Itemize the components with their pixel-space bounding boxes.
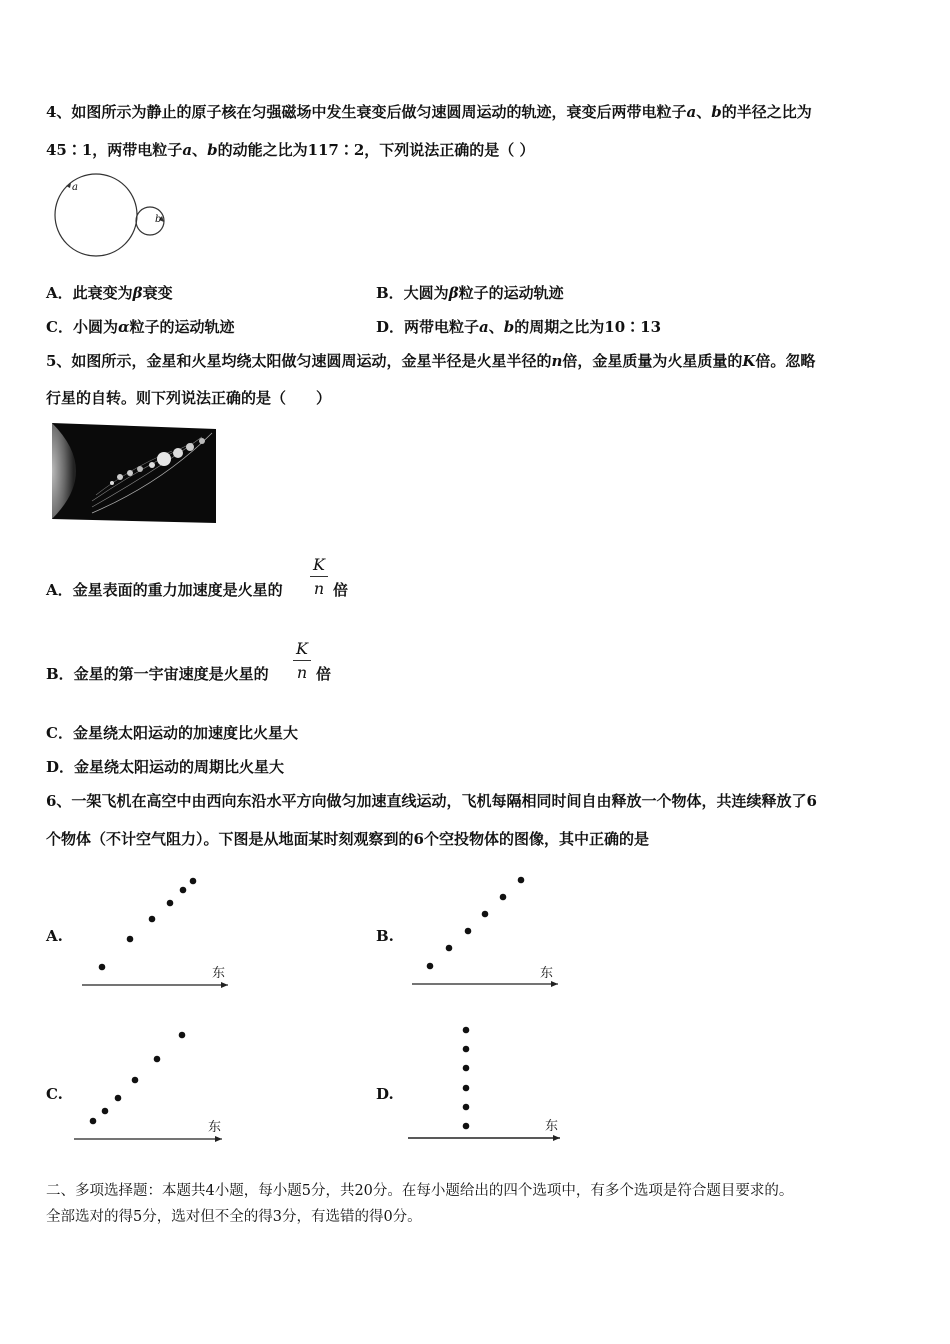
object-dot — [463, 1046, 470, 1053]
sep: 、 — [192, 141, 208, 159]
q4-option-b[interactable] — [376, 283, 564, 303]
q6-line-1: 6、一架飞机在高空中由西向东沿水平方向做匀加速直线运动，飞机每隔相同时间自由释放一个物体，共连续释放了6 — [46, 792, 817, 810]
arrow-east-icon — [215, 1136, 222, 1142]
option-text: 的周期之比为10∶13 — [514, 318, 662, 336]
fig-label-b: b — [155, 214, 162, 225]
q4-option-a[interactable] — [46, 283, 173, 303]
object-dot — [463, 1104, 470, 1111]
object-dot — [190, 878, 197, 885]
object-dot — [132, 1077, 139, 1084]
object-dot — [179, 1032, 186, 1039]
q5-text: 倍，金星质量为火星质量的 — [562, 352, 743, 370]
planet — [110, 481, 114, 485]
symbol: α — [117, 318, 130, 336]
var-b: b — [503, 318, 515, 336]
sep: 、 — [696, 103, 712, 121]
object-dot — [127, 936, 134, 943]
var-b: b — [711, 103, 722, 121]
planet — [149, 462, 155, 468]
arrow-east-icon — [551, 981, 558, 987]
fraction-k-over-n — [310, 555, 328, 598]
option-text: A．金星表面的重力加速度是火星的 — [46, 581, 283, 599]
q5-option-b[interactable] — [46, 664, 269, 684]
var-a: a — [479, 318, 489, 336]
q4-text: 的动能之比为117∶2，下列说法正确的是（ ） — [217, 141, 535, 159]
object-dot — [463, 1085, 470, 1092]
planet — [117, 474, 123, 480]
east-label: 东 — [545, 1119, 559, 1134]
planet — [186, 443, 194, 451]
numerator: K — [313, 555, 325, 574]
object-dot — [90, 1118, 97, 1125]
option-text: 衰变 — [142, 284, 173, 302]
q5-option-a[interactable] — [46, 580, 283, 600]
q6-option-c-label[interactable]: C. — [46, 1085, 63, 1103]
q4-text: 45∶1，两带电粒子 — [46, 141, 183, 159]
section-2-heading: 二、多项选择题：本题共4小题，每小题5分，共20分。在每小题给出的四个选项中，有多个选项是符合题目要求的。 — [46, 1183, 794, 1199]
object-dot — [482, 911, 489, 918]
q5-option-c[interactable]: C．金星绕太阳运动的加速度比火星大 — [46, 724, 298, 742]
q6-option-a-label[interactable]: A. — [46, 927, 63, 945]
q6-option-d-label[interactable]: D. — [376, 1085, 394, 1103]
object-dot — [149, 916, 156, 923]
object-dot — [463, 1027, 470, 1034]
planet — [137, 466, 143, 472]
q4-option-d[interactable] — [376, 317, 661, 337]
q5-option-d[interactable]: D．金星绕太阳运动的周期比火星大 — [46, 758, 285, 776]
q6-option-b-label[interactable]: B. — [376, 927, 394, 945]
option-text: B．金星的第一宇宙速度是火星的 — [46, 665, 269, 683]
object-dot — [115, 1095, 122, 1102]
q5-text: 倍。忽略 — [755, 352, 816, 370]
object-dot — [99, 964, 106, 971]
object-dot — [465, 928, 472, 935]
planet — [127, 470, 133, 476]
q5-option-a-suffix: 倍 — [333, 581, 349, 599]
q5-text: 5、如图所示，金星和火星均绕太阳做匀速圆周运动，金星半径是火星半径的 — [46, 352, 552, 370]
q4-option-c[interactable] — [46, 317, 235, 337]
symbol: β — [448, 284, 459, 302]
q4-text: 的半径之比为 — [721, 103, 812, 121]
fraction-k-over-n — [293, 639, 311, 682]
symbol: β — [132, 284, 143, 302]
solar-system-image — [52, 423, 216, 523]
east-label: 东 — [208, 1120, 222, 1135]
q5-line-1 — [46, 351, 815, 371]
option-text: B．大圆为 — [376, 284, 449, 302]
object-dot — [167, 900, 174, 907]
arrow-east-icon — [553, 1135, 560, 1141]
var-b: b — [207, 141, 218, 159]
var-k: K — [742, 352, 756, 370]
q6-line-2: 个物体（不计空气阻力）。下图是从地面某时刻观察到的6个空投物体的图像，其中正确的是 — [46, 830, 649, 848]
var-a: a — [182, 141, 193, 159]
object-dot — [500, 894, 507, 901]
var-n: n — [551, 352, 563, 370]
arrow-east-icon — [221, 982, 228, 988]
q4-line-1 — [46, 102, 812, 122]
object-dot — [518, 877, 525, 884]
option-text: 粒子的运动轨迹 — [458, 284, 564, 302]
object-dot — [180, 887, 187, 894]
planet — [199, 438, 205, 444]
sep: 、 — [488, 318, 504, 336]
object-dot — [102, 1108, 109, 1115]
fig-label-a: a — [72, 182, 78, 193]
planet — [157, 452, 171, 466]
q4-orbit-figure — [50, 172, 170, 262]
denominator: n — [296, 663, 308, 682]
option-text: A．此衰变为 — [46, 284, 133, 302]
q4-text: 4、如图所示为静止的原子核在匀强磁场中发生衰变后做匀速圆周运动的轨迹，衰变后两带电粒子 — [46, 103, 687, 121]
var-a: a — [686, 103, 697, 121]
q4-line-2 — [46, 140, 535, 160]
planet — [173, 448, 183, 458]
object-dot — [463, 1065, 470, 1072]
denominator: n — [313, 579, 325, 598]
object-dot — [154, 1056, 161, 1063]
section-2-scoring: 全部选对的得5分，选对但不全的得3分，有选错的得0分。 — [46, 1209, 422, 1225]
object-dot — [427, 963, 434, 970]
option-text: C．小圆为 — [46, 318, 118, 336]
option-text: D．两带电粒子 — [376, 318, 480, 336]
east-label: 东 — [212, 966, 226, 981]
q5-option-b-suffix: 倍 — [316, 665, 332, 683]
q5-line-2: 行星的自转。则下列说法正确的是（ ） — [46, 389, 332, 407]
east-label: 东 — [540, 966, 554, 981]
numerator: K — [296, 639, 308, 658]
object-dot — [463, 1123, 470, 1130]
option-text: 粒子的运动轨迹 — [129, 318, 235, 336]
object-dot — [446, 945, 453, 952]
